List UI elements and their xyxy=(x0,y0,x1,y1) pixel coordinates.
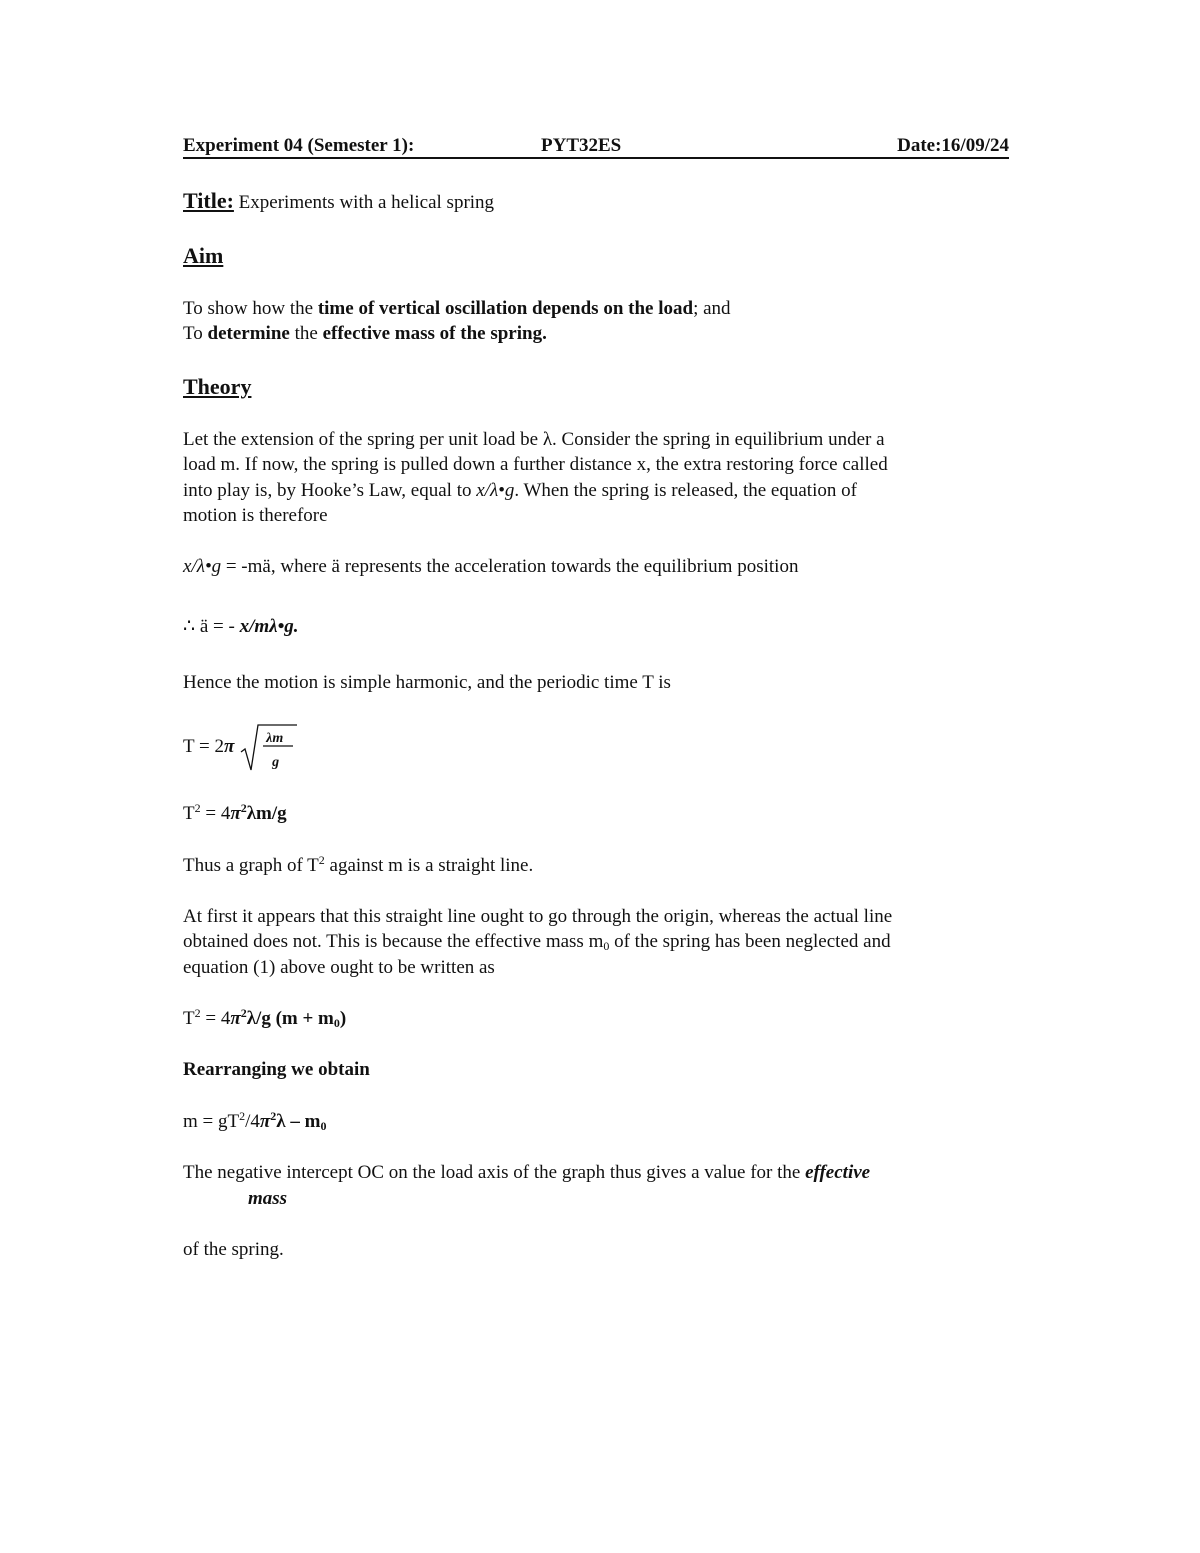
theory-para-4-line-1: At first it appears that this straight line ought to go through the origin, whereas the actual line xyxy=(183,906,893,927)
text: obtained does not. This is because the effective mass m xyxy=(183,931,604,952)
pi-symbol: π xyxy=(230,803,241,824)
equation-3 xyxy=(183,722,299,776)
aim-bold-text: determine xyxy=(207,323,290,344)
theory-para-3 xyxy=(183,853,533,879)
bold-expression: λ/g (m + m xyxy=(246,1008,334,1029)
pi-symbol: π xyxy=(230,1008,241,1029)
theory-para-1-line-4: motion is therefore xyxy=(183,505,328,526)
text: m = gT xyxy=(183,1111,240,1132)
subscript: 0 xyxy=(320,1119,327,1133)
text: ∴ ä = - xyxy=(183,616,240,637)
theory-para-4-line-2 xyxy=(183,929,891,955)
theory-para-6: of the spring. xyxy=(183,1239,284,1260)
bold-expression: λ – m xyxy=(276,1111,321,1132)
fraction-numerator: λm xyxy=(266,731,284,746)
title-label: Title: xyxy=(183,188,234,213)
text: = -mä, where ä represents the acceleration towards the equilibrium position xyxy=(221,556,799,577)
bold-expression: λm/g xyxy=(246,803,287,824)
document-header xyxy=(183,135,1009,161)
superscript: 2 xyxy=(194,1006,201,1020)
text: The negative intercept OC on the load axis of the graph thus gives a value for the xyxy=(183,1162,806,1183)
text: against m is a straight line. xyxy=(324,855,534,876)
aim-line-2 xyxy=(183,321,547,347)
title-line xyxy=(183,188,494,216)
text: = 4 xyxy=(200,1008,231,1029)
text: into play is, by Hooke’s Law, equal to xyxy=(183,480,477,501)
bold-italic-expression: effective xyxy=(805,1162,871,1183)
theory-para-1-line-1: Let the extension of the spring per unit load be λ. Consider the spring in equilibrium under a xyxy=(183,429,885,450)
aim-text: To xyxy=(183,323,208,344)
aim-text: ; and xyxy=(693,298,731,319)
pi-symbol: π xyxy=(259,1111,271,1132)
header-underline xyxy=(183,157,1009,159)
theory-para-5-line-1 xyxy=(183,1160,870,1186)
aim-text: the xyxy=(289,323,323,344)
equation-6 xyxy=(183,1109,326,1135)
course-code: PYT32ES xyxy=(541,135,622,156)
rearranging-label: Rearranging we obtain xyxy=(183,1059,370,1080)
superscript: 2 xyxy=(240,801,247,815)
title-text: Experiments with a helical spring xyxy=(238,192,495,213)
equation-4 xyxy=(183,801,287,827)
fraction-denominator: g xyxy=(272,755,280,770)
theory-para-2: Hence the motion is simple harmonic, and the periodic time T is xyxy=(183,672,671,693)
text: T xyxy=(183,1008,195,1029)
equation-1 xyxy=(183,554,798,580)
aim-heading: Aim xyxy=(183,243,224,268)
aim-bold-text: effective mass of the spring. xyxy=(322,323,547,344)
square-root xyxy=(239,722,299,772)
text: . When the spring is released, the equation of xyxy=(514,480,857,501)
experiment-label: Experiment 04 (Semester 1): xyxy=(183,135,415,156)
superscript: 2 xyxy=(194,801,201,815)
theory-para-1-line-2: load m. If now, the spring is pulled down a further distance x, the extra restoring force called xyxy=(183,454,888,475)
italic-expression: x/λ•g xyxy=(476,480,515,501)
superscript: 2 xyxy=(239,1109,246,1123)
text: Thus a graph of T xyxy=(183,855,319,876)
aim-bold-text: time of vertical oscillation depends on the load xyxy=(317,298,694,319)
equation-5 xyxy=(183,1006,346,1032)
text: = 4 xyxy=(200,803,231,824)
superscript: 2 xyxy=(318,853,325,867)
theory-heading: Theory xyxy=(183,374,252,399)
superscript: 2 xyxy=(240,1006,247,1020)
theory-para-5-line-2: mass xyxy=(248,1188,288,1209)
equation-2 xyxy=(183,614,298,640)
text: T = 2 xyxy=(183,736,224,758)
bold-expression: ) xyxy=(339,1008,347,1029)
superscript: 2 xyxy=(270,1109,277,1123)
italic-expression: x/λ•g xyxy=(183,556,222,577)
subscript: 0 xyxy=(333,1016,340,1030)
theory-para-4-line-3: equation (1) above ought to be written as xyxy=(183,957,495,978)
text: of the spring has been neglected and xyxy=(609,931,891,952)
date-label: Date:16/09/24 xyxy=(897,135,1009,156)
aim-text: To show how the xyxy=(183,298,318,319)
subscript: 0 xyxy=(603,939,610,953)
bold-italic-expression: x/mλ•g. xyxy=(239,616,299,637)
theory-para-1-line-3 xyxy=(183,478,857,504)
text: /4 xyxy=(245,1111,260,1132)
aim-line-1 xyxy=(183,296,731,322)
pi-symbol: π xyxy=(223,736,235,758)
text: T xyxy=(183,803,195,824)
